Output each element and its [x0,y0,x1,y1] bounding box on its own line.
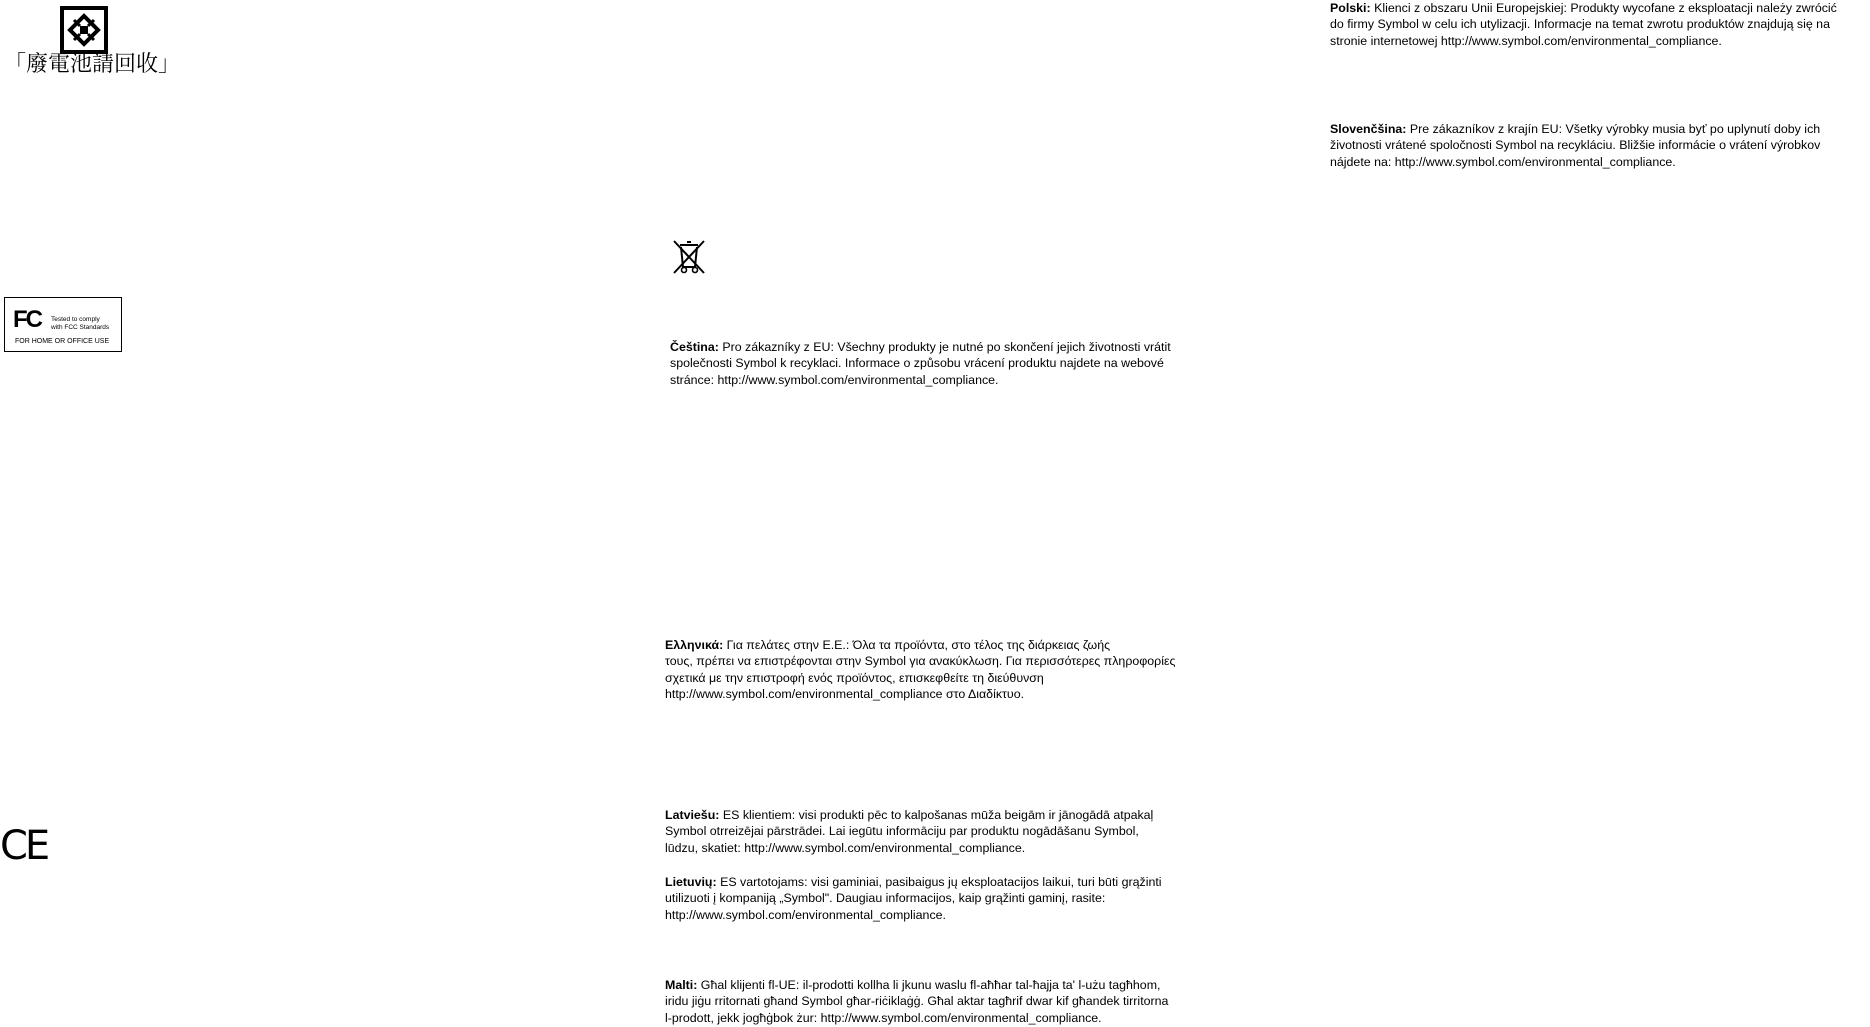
malti-line-1: Għal klijenti fl-UE: il-prodotti kollha li jkunu waslu fl-aħħar tal-ħajja ta' l-użu tagħhom, [697,978,1161,992]
paragraph-latviesu [665,807,1153,856]
ellinika-line-3: σχετικά με την επιστροφή ενός προϊόντος, επισκεφθείτε τη διεύθυνση [665,670,1044,685]
paragraph-slovenscina [1330,121,1820,170]
fcc-logo: FC [13,306,41,333]
cestina-line-3: stránce: http://www.symbol.com/environmental_compliance. [670,372,999,387]
polski-line-3: stronie internetowej http://www.symbol.com/environmental_compliance. [1330,33,1722,48]
ellinika-line-1: Για πελάτες στην Ε.Ε.: Όλα τα προϊόντα, στο τέλος της διάρκειας ζωής [723,638,1111,652]
latviesu-line-1: ES klientiem: visi produkti pēc to kalpošanas mūža beigām ir jānogādā atpakaļ [719,808,1154,822]
slovenscina-line-3: nájdete na: http://www.symbol.com/environmental_compliance. [1330,154,1676,169]
cestina-line-1: Pro zákazníky z EU: Všechny produkty je nutné po skončení jejich životnosti vrátit [718,340,1171,354]
polski-line-2: do firmy Symbol w celu ich utylizacji. Informacje na temat zwrotu produktów znajdują się na [1330,17,1830,32]
slovenscina-line-2: životnosti vrátené spoločnosti Symbol na recykláciu. Bližšie informácie o vrátení výrobkov [1330,138,1821,153]
lietuviu-label: Lietuvių: [665,875,717,889]
malti-line-2: iridu jiġu rritornati għand Symbol għar-riċiklaġġ. Għal aktar tagħrif dwar kif għandek tirritorna [665,994,1169,1009]
malti-line-3: l-prodott, jekk jogħġbok żur: http://www.symbol.com/environmental_compliance. [665,1010,1102,1025]
fcc-home-office-text: FOR HOME OR OFFICE USE [15,338,110,345]
latviesu-label: Latviešu: [665,808,720,822]
fcc-tested-line-2: with FCC Standards [51,324,110,331]
lietuviu-line-1: ES vartotojams: visi gaminiai, pasibaigus jų eksploatacijos laikui, turi būti grąžinti [716,875,1162,889]
ellinika-line-2: τους, πρέπει να επιστρέφονται στην Symbol για ανακύκλωση. Για περισσότερες πληροφορίες [665,654,1176,669]
ellinika-line-4: http://www.symbol.com/environmental_compliance στο Διαδίκτυο. [665,687,1025,702]
slovenscina-line-1: Pre zákazníkov z krajín EU: Všetky výrobky musia byť po uplynutí doby ich [1406,122,1821,136]
crossed-out-wheelie-bin-icon [670,237,708,277]
fcc-compliance-box [4,297,122,352]
paragraph-lietuviu [665,874,1162,923]
paragraph-cestina [670,339,1171,388]
ellinika-label: Ελληνικά: [665,638,724,652]
lietuviu-line-3: http://www.symbol.com/environmental_compliance. [665,907,946,922]
fcc-tested-line-1: Tested to comply [51,316,100,323]
ce-mark: CE [0,823,48,869]
polski-line-1: Klienci z obszaru Unii Europejskiej: Produkty wycofane z eksploatacji należy zwrócić [1370,1,1837,15]
battery-recycle-icon [60,6,108,54]
fcc-tested-text [51,316,109,332]
latviesu-line-2: Symbol otrreizējai pārstrādei. Lai iegūtu informāciju par produktu nogādāšanu Symbol, [665,824,1139,839]
polski-label: Polski: [1330,1,1371,15]
cestina-label: Čeština: [670,340,719,354]
slovenscina-label: Slovenčšina: [1330,122,1407,136]
paragraph-malti [665,977,1168,1026]
lietuviu-line-2: utilizuoti į kompaniją „Symbol". Daugiau informacijos, kaip grąžinti gaminį, rasite: [665,891,1106,906]
paragraph-polski [1330,0,1837,49]
battery-recycle-caption: 「廢電池請回收」 [4,52,181,77]
paragraph-ellinika [665,637,1175,703]
cestina-line-2: společnosti Symbol k recyklaci. Informace o způsobu vrácení produktu najdete na webové [670,356,1164,371]
malti-label: Malti: [665,978,698,992]
latviesu-line-3: lūdzu, skatiet: http://www.symbol.com/environmental_compliance. [665,840,1026,855]
